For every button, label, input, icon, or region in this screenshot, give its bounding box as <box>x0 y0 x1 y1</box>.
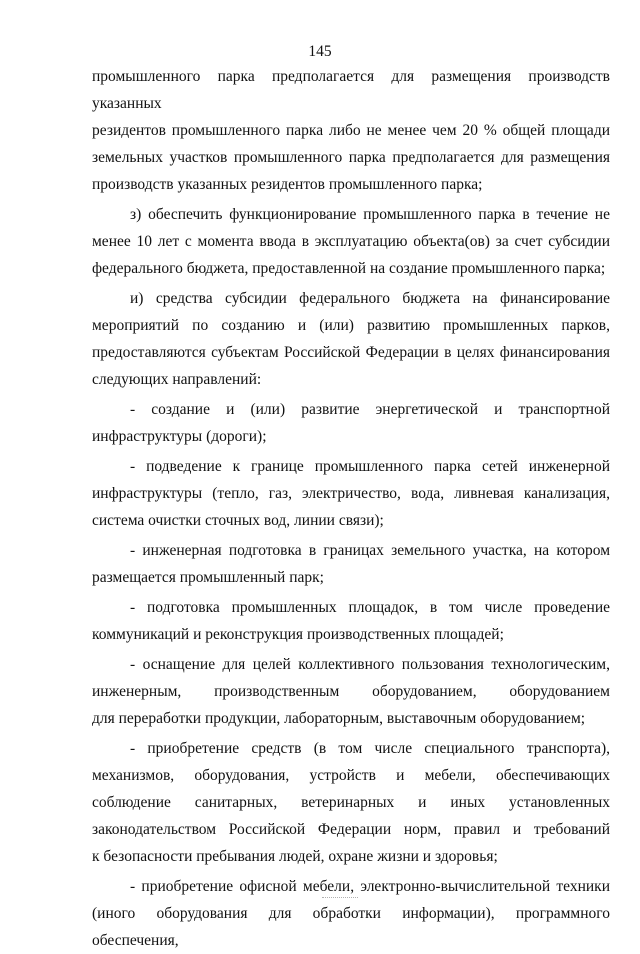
text-line: к безопасности пребывания людей, охране жизни и здоровья; <box>92 848 498 865</box>
text-line: следующих направлений: <box>92 371 262 388</box>
page-number: 145 <box>308 43 332 60</box>
document-body <box>92 63 610 954</box>
text-line: инженерным, производственным оборудованием, оборудованием <box>92 683 610 700</box>
text-line: (иного оборудования для обработки информации), программного обеспечения, <box>92 905 610 949</box>
list-item-engineering-networks <box>92 453 610 534</box>
text-line: предоставляются субъектам Российской Федерации в целях финансирования <box>92 344 610 361</box>
list-item-office-furniture <box>92 873 610 954</box>
text-line: - оснащение для целей коллективного пользования технологическим, <box>130 656 610 673</box>
text-line: земельных участков промышленного парка предполагается для размещения <box>92 149 610 166</box>
text-line: менее 10 лет с момента ввода в эксплуатацию объекта(ов) за счет субсидии <box>92 233 610 250</box>
text-line: резидентов промышленного парка либо не менее чем 20 % общей площади <box>92 122 610 139</box>
text-line: - создание и (или) развитие энергетической и транспортной <box>130 401 610 418</box>
text-line: размещается промышленный парк; <box>92 569 324 586</box>
list-item-means-acquisition <box>92 735 610 870</box>
text-line: соблюдение санитарных, ветеринарных и иных установленных <box>92 794 610 811</box>
text-line: и) средства субсидии федерального бюджета на финансирование <box>130 290 610 307</box>
paragraph-item-z <box>92 201 610 282</box>
text-line: - подготовка промышленных площадок, в том числе проведение <box>130 599 610 616</box>
text-line: - подведение к границе промышленного парка сетей инженерной <box>130 458 610 475</box>
text-line: з) обеспечить функционирование промышленного парка в течение не <box>130 206 610 223</box>
paragraph-continuation <box>92 63 610 198</box>
text-line: система очистки сточных вод, линии связи); <box>92 512 384 529</box>
list-item-equipment <box>92 651 610 732</box>
text-line: производств указанных резидентов промышленного парка; <box>92 176 483 193</box>
text-line: федерального бюджета, предоставленной на создание промышленного парка; <box>92 260 606 277</box>
list-item-engineering-preparation <box>92 537 610 591</box>
text-line: коммуникаций и реконструкция производственных площадей; <box>92 626 504 643</box>
text-line: промышленного парка предполагается для размещения производств указанных <box>92 68 610 112</box>
list-item-energy-infrastructure <box>92 396 610 450</box>
text-line: - приобретение средств (в том числе специального транспорта), <box>130 740 610 757</box>
paragraph-item-i <box>92 285 610 393</box>
text-line: для переработки продукции, лабораторным, выставочным оборудованием; <box>92 710 586 727</box>
text-line: механизмов, оборудования, устройств и мебели, обеспечивающих <box>92 767 610 784</box>
scan-artifact-mark <box>322 897 358 899</box>
text-line: - инженерная подготовка в границах земельного участка, на котором <box>130 542 610 559</box>
list-item-site-preparation <box>92 594 610 648</box>
text-line: мероприятий по созданию и (или) развитию промышленных парков, <box>92 317 610 334</box>
text-line: законодательством Российской Федерации норм, правил и требований <box>92 821 610 838</box>
text-line: инфраструктуры (тепло, газ, электричество, вода, ливневая канализация, <box>92 485 610 502</box>
text-line: - приобретение офисной мебели, электронно-вычислительной техники <box>130 878 610 895</box>
text-line: инфраструктуры (дороги); <box>92 428 267 445</box>
